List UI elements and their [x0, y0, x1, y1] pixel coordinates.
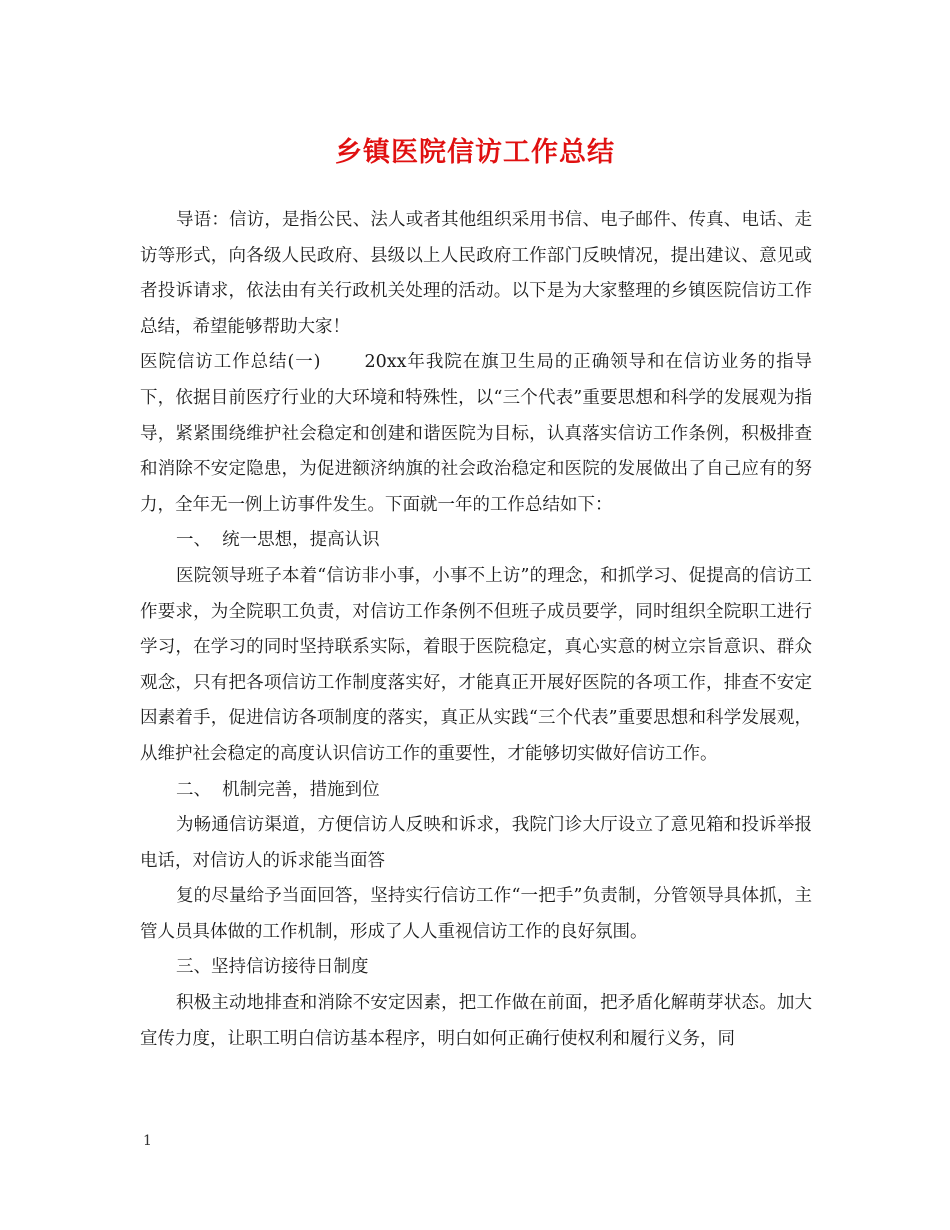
- intro-paragraph: 导语：信访，是指公民、法人或者其他组织采用书信、电子邮件、传真、电话、走访等形式，向各级人民政府、县级以上人民政府工作部门反映情况，提出建议、意见或者投诉请求，依法由有关行政机关处理的活动。以下是为大家整理的乡镇医院信访工作总结，希望能够帮助大家！: [140, 210, 812, 337]
- paragraph-2a: 为畅通信访渠道，方便信访人反映和诉求，我院门诊大厅设立了意见箱和投诉举报电话，对信访人的诉求能当面答: [140, 815, 812, 871]
- document-body: [140, 203, 812, 1057]
- section-paragraph: [140, 345, 812, 523]
- section-first-paragraph: 20xx年我院在旗卫生局的正确领导和在信访业务的指导下，依据目前医疗行业的大环境和特殊性，以“三个代表”重要思想和科学的发展观为指导，紧紧围绕维护社会稳定和创建和谐医院为目标，认真落实信访工作条例，积极排查和消除不安定隐患，为促进额济纳旗的社会政治稳定和医院的发展做出了自己应有的努力，全年无一例上访事件发生。下面就一年的工作总结如下：: [140, 352, 812, 515]
- paragraph-2b: 复的尽量给予当面回答，坚持实行信访工作“一把手”负责制，分管领导具体抓，主管人员具体做的工作机制，形成了人人重视信访工作的良好氛围。: [140, 886, 812, 942]
- paragraph-3: 积极主动地排查和消除不安定因素，把工作做在前面，把矛盾化解萌芽状态。加大宣传力度，让职工明白信访基本程序，明白如何正确行使权利和履行义务，同: [140, 993, 812, 1049]
- heading-2: 二、 机制完善，措施到位: [176, 779, 380, 800]
- heading-1: 一、 统一思想，提高认识: [176, 530, 380, 551]
- document-title: 乡镇医院信访工作总结: [335, 137, 615, 168]
- heading-3: 三、坚持信访接待日制度: [176, 957, 369, 978]
- section-heading: 医院信访工作总结(一): [140, 352, 321, 373]
- page-number: 1: [143, 1133, 152, 1149]
- paragraph-1: 医院领导班子本着“信访非小事，小事不上访”的理念，和抓学习、促提高的信访工作要求，为全院职工负责，对信访工作条例不但班子成员要学，同时组织全院职工进行学习，在学习的同时坚持联系实际，着眼于医院稳定，真心实意的树立宗旨意识、群众观念，只有把各项信访工作制度落实好，才能真正开展好医院的各项工作，排查不安定因素着手，促进信访各项制度的落实，真正从实践“三个代表”重要思想和科学发展观，从维护社会稳定的高度认识信访工作的重要性，才能够切实做好信访工作。: [140, 565, 812, 764]
